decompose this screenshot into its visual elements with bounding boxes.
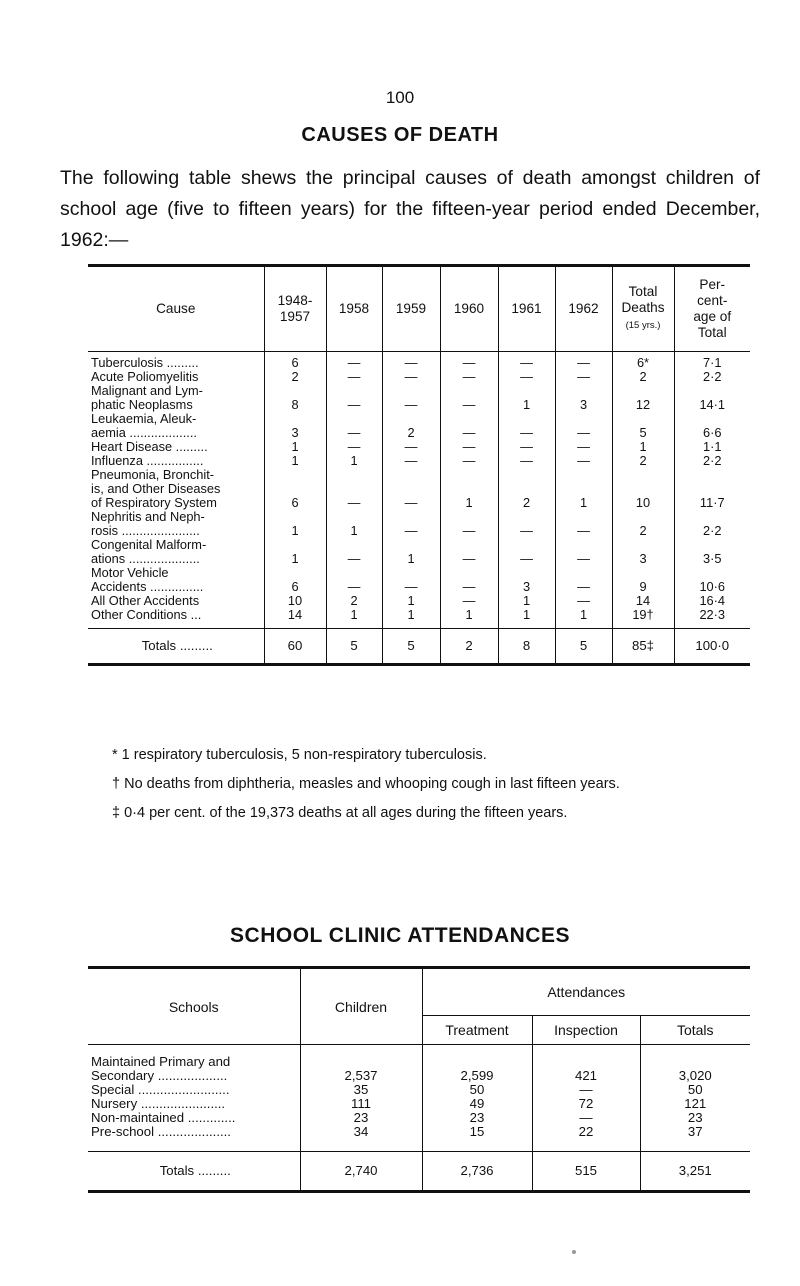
- header-1958: 1958: [326, 266, 382, 352]
- total-value: 5: [555, 629, 612, 665]
- clinic-row: [88, 1045, 750, 1084]
- cell-value: 1: [326, 510, 382, 538]
- cell-value: 1: [264, 538, 326, 566]
- total-value: 100·0: [674, 629, 750, 665]
- cell-value: —: [555, 352, 612, 371]
- cell-value: —: [555, 412, 612, 440]
- deaths-row: [88, 566, 750, 594]
- school-clinic-title: SCHOOL CLINIC ATTENDANCES: [230, 924, 570, 947]
- cause-label: Influenza ................: [88, 454, 264, 468]
- cell-value: 3·5: [703, 551, 722, 566]
- deaths-row: [88, 510, 750, 538]
- cell-value: 1: [382, 538, 440, 566]
- cell-value: 15: [422, 1125, 532, 1152]
- cell-value: —: [382, 510, 440, 538]
- cell-value: 121: [684, 1096, 707, 1111]
- cell-value: —: [382, 566, 440, 594]
- header-1959: 1959: [382, 266, 440, 352]
- deaths-row: [88, 608, 750, 629]
- cell-value: 2,599: [422, 1045, 532, 1084]
- cell-value: —: [326, 370, 382, 384]
- cell-value: —: [382, 440, 440, 454]
- footnotes: [112, 741, 620, 828]
- cell-value: —: [382, 454, 440, 468]
- cause-label: Acute Poliomyelitis: [88, 370, 264, 384]
- footnote: ‡ 0·4 per cent. of the 19,373 deaths at all ages during the fifteen years.: [112, 805, 568, 821]
- cell-value: 2: [326, 594, 382, 608]
- cause-label: Nephritis and Neph- rosis ......................: [88, 510, 264, 538]
- cell-value: —: [440, 352, 498, 371]
- cell-value: 111: [300, 1097, 422, 1111]
- cell-value: 5: [612, 412, 674, 440]
- cell-value: 14: [612, 594, 674, 608]
- header-total-deaths: Total Deaths (15 yrs.): [612, 266, 674, 352]
- cause-label: Leukaemia, Aleuk- aemia ...................: [88, 412, 264, 440]
- cell-value: 1: [264, 440, 326, 454]
- page-number: 100: [385, 88, 415, 107]
- cell-value: 50: [687, 1082, 703, 1097]
- cell-value: —: [326, 352, 382, 371]
- cell-value: 10: [612, 468, 674, 510]
- cell-value: —: [440, 454, 498, 468]
- deaths-row: [88, 440, 750, 454]
- cell-value: 23: [300, 1111, 422, 1125]
- cell-value: 2,537: [300, 1045, 422, 1084]
- cell-value: —: [440, 538, 498, 566]
- cell-value: 12: [612, 384, 674, 412]
- total-value: 515: [532, 1152, 640, 1192]
- cell-value: 1: [555, 468, 612, 510]
- deaths-header-row: [88, 266, 750, 352]
- cell-value: 10·6: [699, 579, 726, 594]
- cell-value: 1: [440, 608, 498, 629]
- cell-value: 37: [687, 1124, 703, 1139]
- header-inspection: Inspection: [532, 1016, 640, 1045]
- cell-value: 2·2: [703, 369, 722, 384]
- cell-value: 1: [264, 454, 326, 468]
- total-value: 3,251: [640, 1152, 750, 1192]
- cell-value: 7·1: [703, 355, 722, 370]
- cell-value: 1: [498, 594, 555, 608]
- cell-value: 1: [326, 454, 382, 468]
- header-schools: Schools: [88, 968, 300, 1045]
- total-value: 2,736: [422, 1152, 532, 1192]
- cell-value: 3,020: [678, 1068, 712, 1083]
- cell-value: —: [555, 510, 612, 538]
- cell-value: —: [498, 412, 555, 440]
- cell-value: 3: [555, 384, 612, 412]
- cell-value: —: [555, 566, 612, 594]
- header-totals: Totals: [640, 1016, 750, 1045]
- cell-value: —: [382, 352, 440, 371]
- deaths-row: [88, 538, 750, 566]
- cell-value: —: [440, 594, 498, 608]
- school-label: Pre-school ....................: [88, 1125, 300, 1152]
- header-treatment: Treatment: [422, 1016, 532, 1045]
- school-label: Nursery .......................: [88, 1097, 300, 1111]
- scan-speck: [572, 1250, 576, 1254]
- total-value: 2,740: [300, 1152, 422, 1192]
- cell-value: 49: [422, 1097, 532, 1111]
- cell-value: 1: [326, 608, 382, 629]
- cell-value: 23: [422, 1111, 532, 1125]
- cell-value: 3: [264, 412, 326, 440]
- cell-value: —: [498, 454, 555, 468]
- total-value: 8: [498, 629, 555, 665]
- intro-paragraph: The following table shews the principal causes of death amongst children of school age (five to fifteen years) for the fifteen-year period ended December, 1962:—: [60, 167, 760, 251]
- cell-value: 1: [382, 608, 440, 629]
- clinic-header-row: [88, 968, 750, 1016]
- cell-value: 2: [612, 370, 674, 384]
- cause-label: Tuberculosis .........: [88, 352, 264, 371]
- cell-value: —: [498, 370, 555, 384]
- totals-label: Totals .........: [88, 629, 264, 665]
- cause-label: Other Conditions ...: [88, 608, 264, 629]
- cell-value: 2: [612, 454, 674, 468]
- cell-value: —: [498, 440, 555, 454]
- cell-value: 1: [498, 384, 555, 412]
- cell-value: —: [555, 454, 612, 468]
- cell-value: —: [498, 510, 555, 538]
- clinic-row: [88, 1125, 750, 1152]
- cell-value: 6: [264, 566, 326, 594]
- total-value: 5: [382, 629, 440, 665]
- cell-value: —: [326, 538, 382, 566]
- header-children: Children: [300, 968, 422, 1045]
- cell-value: —: [440, 370, 498, 384]
- cell-value: 2: [264, 370, 326, 384]
- cell-value: 11·7: [699, 495, 725, 510]
- clinic-totals-row: [88, 1152, 750, 1192]
- cell-value: 72: [532, 1097, 640, 1111]
- clinic-row: [88, 1111, 750, 1125]
- cell-value: 8: [264, 384, 326, 412]
- header-1960: 1960: [440, 266, 498, 352]
- cell-value: 2: [612, 510, 674, 538]
- cell-value: 2: [382, 412, 440, 440]
- cell-value: —: [382, 384, 440, 412]
- school-label: Maintained Primary and Secondary ...................: [88, 1045, 300, 1084]
- cell-value: —: [326, 468, 382, 510]
- deaths-row: [88, 384, 750, 412]
- cell-value: —: [326, 384, 382, 412]
- cell-value: 22·3: [699, 607, 726, 622]
- cell-value: —: [326, 566, 382, 594]
- cause-label: Motor Vehicle Accidents ...............: [88, 566, 264, 594]
- footnote: * 1 respiratory tuberculosis, 5 non-respiratory tuberculosis.: [112, 747, 487, 763]
- cell-value: 3: [498, 566, 555, 594]
- total-value: 85‡: [612, 629, 674, 665]
- cell-value: 50: [422, 1083, 532, 1097]
- cell-value: 1: [264, 510, 326, 538]
- cell-value: —: [440, 384, 498, 412]
- cell-value: 2·2: [703, 523, 722, 538]
- header-1948-1957: 1948- 1957: [264, 266, 326, 352]
- cell-value: 35: [300, 1083, 422, 1097]
- cell-value: —: [326, 412, 382, 440]
- cell-value: 9: [612, 566, 674, 594]
- header-percentage: Per- cent- age of Total: [674, 266, 750, 352]
- deaths-row: [88, 370, 750, 384]
- cell-value: —: [532, 1111, 640, 1125]
- total-value: 2: [440, 629, 498, 665]
- school-label: Special .........................: [88, 1083, 300, 1097]
- cell-value: 1: [555, 608, 612, 629]
- cell-value: —: [498, 538, 555, 566]
- cell-value: —: [440, 510, 498, 538]
- footnote: † No deaths from diphtheria, measles and whooping cough in last fifteen years.: [112, 776, 620, 792]
- deaths-row: [88, 412, 750, 440]
- cause-label: Pneumonia, Bronchit- is, and Other Diseases of Respiratory System: [88, 468, 264, 510]
- totals-label: Totals .........: [88, 1152, 300, 1192]
- cell-value: 2·2: [703, 453, 722, 468]
- cell-value: —: [326, 440, 382, 454]
- cell-value: 421: [532, 1045, 640, 1084]
- cell-value: —: [555, 538, 612, 566]
- causes-of-death-table: [88, 264, 750, 666]
- cause-label: All Other Accidents: [88, 594, 264, 608]
- cell-value: 6·6: [703, 425, 722, 440]
- cell-value: 1·1: [703, 439, 722, 454]
- clinic-row: [88, 1083, 750, 1097]
- cell-value: 6: [264, 352, 326, 371]
- cell-value: —: [440, 440, 498, 454]
- cell-value: —: [555, 594, 612, 608]
- deaths-row: [88, 352, 750, 371]
- cell-value: 6: [264, 468, 326, 510]
- cell-value: 2: [498, 468, 555, 510]
- cell-value: —: [532, 1083, 640, 1097]
- deaths-row: [88, 468, 750, 510]
- cell-value: 10: [264, 594, 326, 608]
- cause-label: Congenital Malform- ations ....................: [88, 538, 264, 566]
- cause-label: Malignant and Lym- phatic Neoplasms: [88, 384, 264, 412]
- cause-label: Heart Disease .........: [88, 440, 264, 454]
- deaths-row: [88, 594, 750, 608]
- cell-value: 22: [532, 1125, 640, 1152]
- clinic-attendances-table: [88, 966, 750, 1193]
- causes-of-death-title: CAUSES OF DEATH: [301, 124, 499, 146]
- cell-value: —: [555, 370, 612, 384]
- header-1962: 1962: [555, 266, 612, 352]
- total-value: 5: [326, 629, 382, 665]
- cell-value: 6*: [612, 352, 674, 371]
- cell-value: —: [498, 352, 555, 371]
- cell-value: 19†: [612, 608, 674, 629]
- cell-value: 16·4: [699, 593, 726, 608]
- cell-value: —: [440, 412, 498, 440]
- deaths-row: [88, 454, 750, 468]
- header-1961: 1961: [498, 266, 555, 352]
- header-attendances: Attendances: [422, 968, 750, 1016]
- header-cause: Cause: [88, 266, 264, 352]
- cell-value: 1: [498, 608, 555, 629]
- clinic-row: [88, 1097, 750, 1111]
- cell-value: —: [555, 440, 612, 454]
- cell-value: 1: [612, 440, 674, 454]
- cell-value: 14·1: [699, 397, 726, 412]
- cell-value: 1: [382, 594, 440, 608]
- cell-value: 23: [687, 1110, 703, 1125]
- deaths-totals-row: [88, 629, 750, 665]
- cell-value: —: [382, 370, 440, 384]
- school-label: Non-maintained .............: [88, 1111, 300, 1125]
- cell-value: 3: [612, 538, 674, 566]
- cell-value: 34: [300, 1125, 422, 1152]
- total-value: 60: [264, 629, 326, 665]
- cell-value: —: [440, 566, 498, 594]
- cell-value: —: [382, 468, 440, 510]
- cell-value: 1: [440, 468, 498, 510]
- cell-value: 14: [264, 608, 326, 629]
